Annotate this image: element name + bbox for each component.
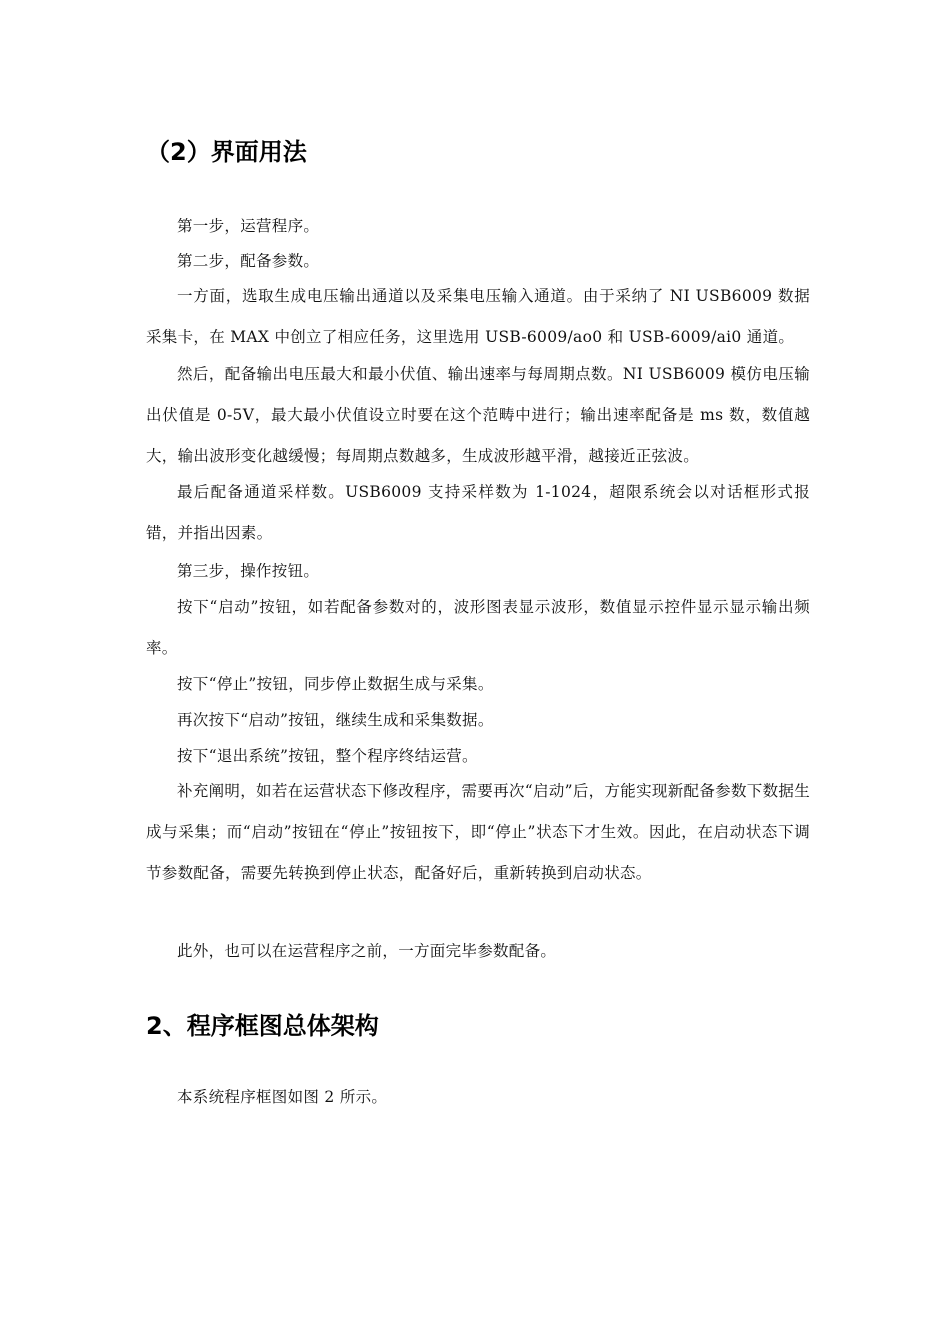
- paragraph-figure-reference: 本系统程序框图如图 2 所示。: [177, 1088, 388, 1106]
- section-heading: （2）界面用法: [146, 138, 307, 166]
- paragraph-additional-note: 此外，也可以在运营程序之前，一方面完毕参数配备。: [177, 942, 557, 960]
- paragraph-start-button: 按下“启动”按钮，如若配备参数对的，波形图表显示波形，数值显示控件显示显示输出频率。: [146, 598, 810, 657]
- paragraph-step-three: 第三步，操作按钮。: [177, 562, 320, 580]
- paragraph-step-two: 第二步，配备参数。: [177, 252, 320, 270]
- paragraph-step-one: 第一步，运营程序。: [177, 217, 320, 235]
- chapter-heading: 2、程序框图总体架构: [146, 1012, 379, 1040]
- paragraph-sample-count: 最后配备通道采样数。USB6009 支持采样数为 1-1024，超限系统会以对话框形式报错，并指出因素。: [146, 483, 810, 542]
- paragraph-stop-button: 按下“停止”按钮，同步停止数据生成与采集。: [177, 675, 494, 693]
- paragraph-channel-selection: 一方面，选取生成电压输出通道以及采集电压输入通道。由于采纳了 NI USB6009 数据采集卡，在 MAX 中创立了相应任务，这里选用 USB-6009/ao0 和 USB-6009/ai0 通道。: [146, 287, 810, 346]
- paragraph-supplementary-note: 补充阐明，如若在运营状态下修改程序，需要再次“启动”后，方能实现新配备参数下数据生成与采集；而“启动”按钮在“停止”按钮按下，即“停止”状态下才生效。因此，在启动状态下调节参数配备，需要先转换到停止状态，配备好后，重新转换到启动状态。: [146, 782, 810, 882]
- paragraph-restart-button: 再次按下“启动”按钮，继续生成和采集数据。: [177, 711, 494, 729]
- paragraph-voltage-settings: 然后，配备输出电压最大和最小伏值、输出速率与每周期点数。NI USB6009 模仿电压输出伏值是 0-5V，最大最小伏值设立时要在这个范畴中进行；输出速率配备是 ms 数，数值越大，输出波形变化越缓慢；每周期点数越多，生成波形越平滑，越接近正弦波。: [146, 365, 810, 465]
- paragraph-exit-button: 按下“退出系统”按钮，整个程序终结运营。: [177, 747, 478, 765]
